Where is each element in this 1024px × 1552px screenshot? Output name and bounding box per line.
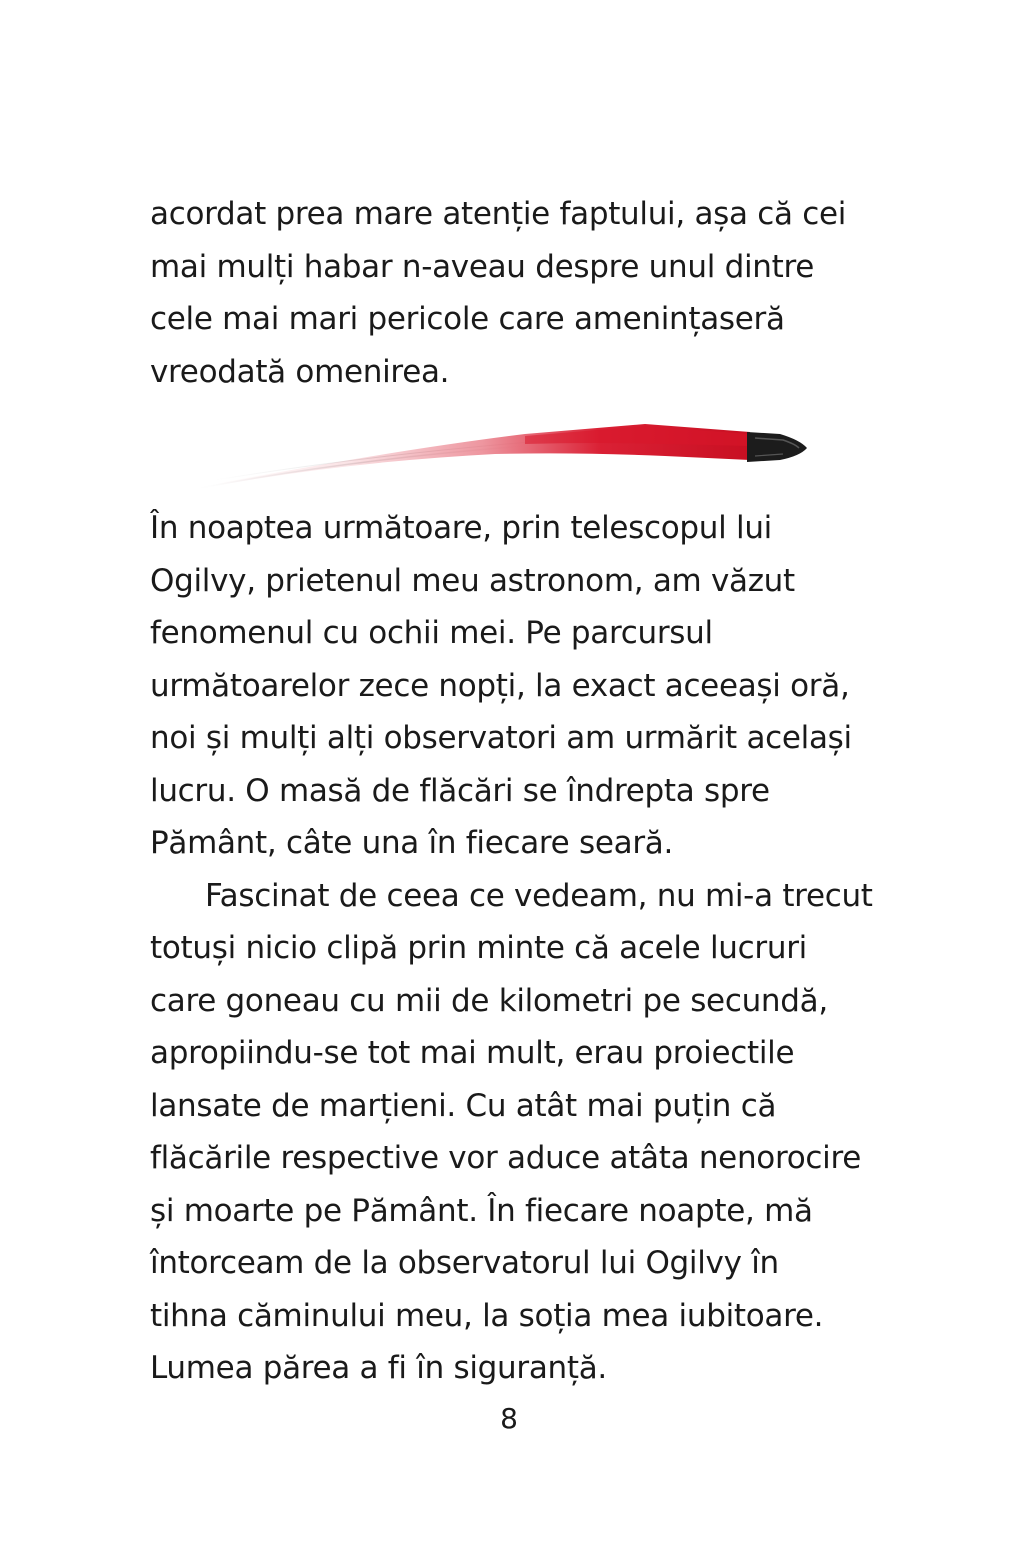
- page-number: 8: [500, 1402, 518, 1435]
- text-line: lucru. O masă de flăcări se îndrepta spre: [150, 772, 770, 809]
- text-line: Fascinat de ceea ce vedeam, nu mi-a trecut: [205, 877, 873, 914]
- paragraph-one: [150, 502, 870, 870]
- text-line: flăcările respective vor aduce atâta nenorocire: [150, 1140, 861, 1176]
- red-projectile-streak-icon: [195, 410, 815, 500]
- text-line: totuși nicio clipă prin minte că acele lucruri: [150, 930, 807, 966]
- text-line: și moarte pe Pământ. În fiecare noapte, mă: [150, 1192, 813, 1229]
- text-line: Ogilvy, prietenul meu astronom, am văzut: [150, 562, 795, 599]
- text-line: În noaptea următoare, prin telescopul lui: [150, 510, 772, 546]
- text-line: tihna căminului meu, la soția mea iubitoare.: [150, 1297, 824, 1334]
- main-text: [150, 502, 873, 1395]
- text-line: următoarelor zece nopți, la exact aceeași oră,: [150, 667, 850, 704]
- text-line: mai mulți habar n-aveau despre unul dintre: [150, 248, 815, 285]
- text-line: acordat prea mare atenție faptului, așa că cei: [150, 196, 847, 232]
- text-line: lansate de marțieni. Cu atât mai puțin că: [150, 1087, 777, 1124]
- text-line: fenomenul cu ochii mei. Pe parcursul: [150, 615, 713, 651]
- text-line: vreodată omenirea.: [150, 353, 450, 390]
- text-line: care goneau cu mii de kilometri pe secundă,: [150, 982, 828, 1019]
- text-line: întorceam de la observatorul lui Ogilvy în: [150, 1245, 779, 1281]
- text-line: apropiindu-se tot mai mult, erau proiectile: [150, 1035, 795, 1071]
- paragraph-two: [150, 870, 873, 1395]
- text-line: cele mai mari pericole care amenințaseră: [150, 301, 785, 337]
- text-line: noi și mulți alți observatori am urmărit același: [150, 720, 852, 756]
- paragraph-continued: [150, 188, 870, 398]
- text-line: Lumea părea a fi în siguranță.: [150, 1350, 607, 1386]
- text-line: Pământ, câte una în fiecare seară.: [150, 825, 674, 861]
